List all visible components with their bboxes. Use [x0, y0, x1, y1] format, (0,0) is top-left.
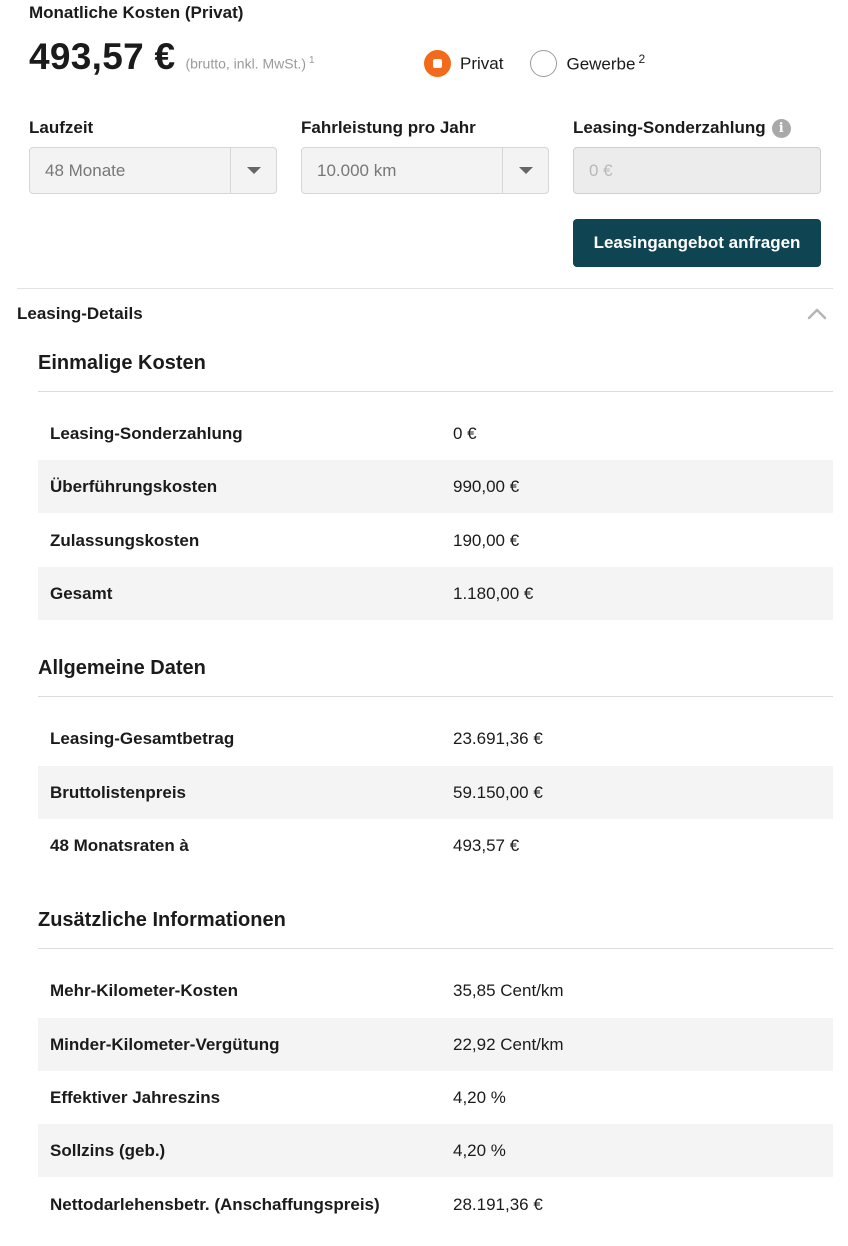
row-label: Leasing-Sonderzahlung	[50, 423, 243, 443]
customer-type-radio-group	[424, 50, 645, 77]
section-title-zusaetzliche-informationen: Zusätzliche Informationen	[38, 909, 286, 931]
leasing-details-toggle[interactable]: Leasing-Details	[17, 304, 143, 323]
fahrleistung-dropdown-button[interactable]	[502, 148, 548, 193]
table-row	[38, 1018, 833, 1071]
info-icon[interactable]: i	[772, 119, 791, 138]
row-value: 22,92 Cent/km	[453, 1034, 564, 1054]
table-row	[38, 407, 833, 460]
laufzeit-value: 48 Monate	[45, 160, 126, 180]
table-row	[38, 514, 833, 567]
caret-down-icon	[519, 167, 533, 174]
chevron-up-icon[interactable]	[806, 304, 828, 324]
table-row	[38, 567, 833, 620]
section-divider	[38, 696, 833, 697]
divider	[17, 288, 833, 289]
row-label: Mehr-Kilometer-Kosten	[50, 980, 238, 1000]
price-display	[29, 36, 315, 78]
monthly-cost-heading: Monatliche Kosten (Privat)	[29, 3, 244, 22]
row-value: 59.150,00 €	[453, 782, 543, 802]
laufzeit-select[interactable]	[29, 147, 277, 194]
radio-option-gewerbe[interactable]	[530, 50, 645, 77]
sonderzahlung-input[interactable]: 0 €	[573, 147, 821, 194]
table-row	[38, 712, 833, 765]
row-value: 4,20 %	[453, 1140, 506, 1160]
row-value: 23.691,36 €	[453, 728, 543, 748]
table-row	[38, 1071, 833, 1124]
fahrleistung-value: 10.000 km	[317, 160, 397, 180]
price-note	[185, 55, 314, 72]
row-label: Sollzins (geb.)	[50, 1140, 166, 1160]
row-label: Effektiver Jahreszins	[50, 1087, 221, 1107]
radio-gewerbe[interactable]	[530, 50, 557, 77]
table-row	[38, 964, 833, 1017]
radio-privat[interactable]	[424, 50, 451, 77]
row-value: 1.180,00 €	[453, 583, 534, 603]
row-label: Nettodarlehensbetr. (Anschaffungspreis)	[50, 1194, 380, 1214]
radio-label-privat: Privat	[460, 53, 504, 73]
row-value: 493,57 €	[453, 835, 520, 855]
sonderzahlung-label-text: Leasing-Sonderzahlung	[573, 118, 766, 137]
row-value: 190,00 €	[453, 530, 520, 550]
row-value: 990,00 €	[453, 476, 520, 496]
section-divider	[38, 948, 833, 949]
table-row	[38, 766, 833, 819]
table-row	[38, 1124, 833, 1177]
gewerbe-footnote: 2	[638, 52, 646, 67]
request-leasing-offer-button[interactable]: Leasingangebot anfragen	[573, 219, 821, 267]
fahrleistung-select[interactable]	[301, 147, 549, 194]
row-label: Gesamt	[50, 583, 113, 603]
section-title-allgemeine-daten: Allgemeine Daten	[38, 657, 206, 679]
table-row	[38, 819, 833, 872]
price-note-text: (brutto, inkl. MwSt.)	[185, 56, 307, 72]
row-label: Bruttolistenpreis	[50, 782, 187, 802]
section-divider	[38, 391, 833, 392]
table-row	[38, 1178, 833, 1231]
price-note-footnote: 1	[309, 55, 315, 67]
row-label: 48 Monatsraten à	[50, 835, 189, 855]
sonderzahlung-label	[573, 118, 791, 138]
row-label: Leasing-Gesamtbetrag	[50, 728, 235, 748]
section-title-einmalige-kosten: Einmalige Kosten	[38, 352, 206, 374]
row-value: 4,20 %	[453, 1087, 506, 1107]
laufzeit-label: Laufzeit	[29, 118, 94, 137]
row-value: 35,85 Cent/km	[453, 980, 564, 1000]
laufzeit-dropdown-button[interactable]	[230, 148, 276, 193]
monthly-price: 493,57 €	[29, 36, 176, 77]
radio-label-gewerbe	[566, 52, 645, 75]
radio-label-gewerbe-text: Gewerbe	[566, 54, 636, 74]
row-label: Überführungskosten	[50, 476, 218, 496]
row-value: 0 €	[453, 423, 477, 443]
row-label: Zulassungskosten	[50, 530, 200, 550]
table-row	[38, 460, 833, 513]
fahrleistung-label: Fahrleistung pro Jahr	[301, 118, 476, 137]
row-value: 28.191,36 €	[453, 1194, 543, 1214]
caret-down-icon	[247, 167, 261, 174]
row-label: Minder-Kilometer-Vergütung	[50, 1034, 280, 1054]
radio-option-privat[interactable]	[424, 50, 503, 77]
